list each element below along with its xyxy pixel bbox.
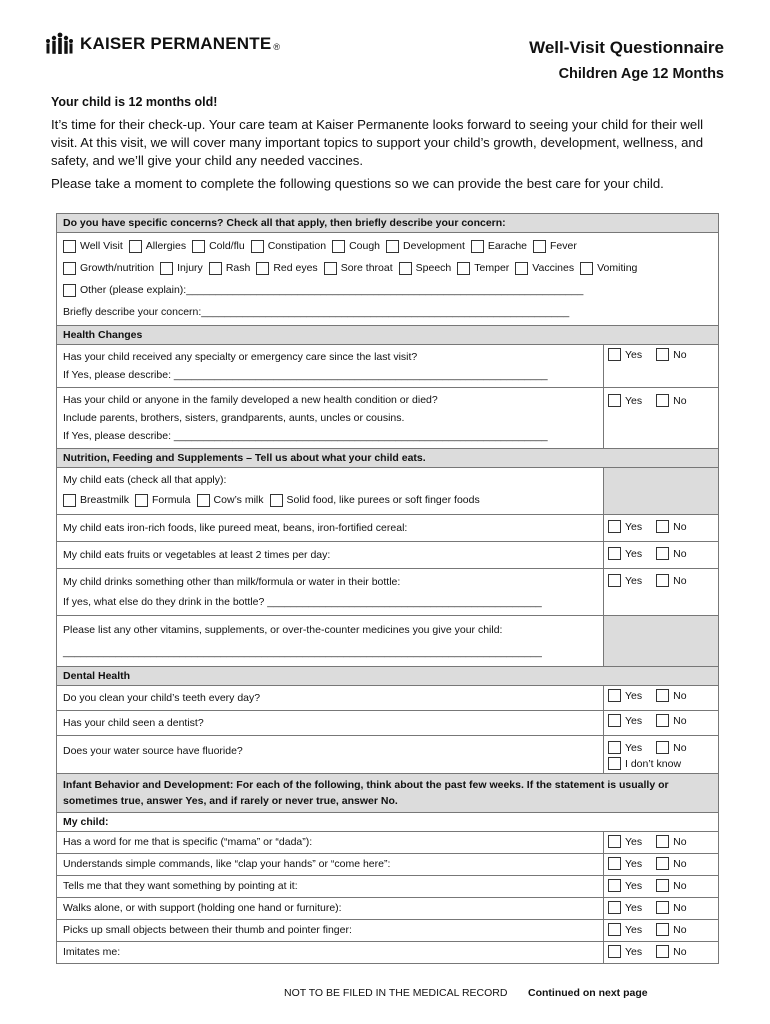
concern-row-1	[63, 235, 712, 257]
checkbox-label: Cow’s milk	[213, 494, 264, 506]
question-text: Tells me that they want something by pointing at it:	[63, 880, 298, 892]
checkbox-option	[608, 394, 642, 407]
checkbox-label: Cough	[349, 240, 381, 252]
checkbox-option	[386, 235, 465, 257]
checkbox-label: No	[673, 574, 687, 587]
checkbox-label: Rash	[225, 262, 251, 274]
yes-no-options	[608, 574, 714, 587]
checkbox-label: Yes	[625, 901, 643, 914]
concern-other-label: Other (please explain):____________________________________________________________________	[80, 284, 584, 296]
checkbox[interactable]	[129, 240, 142, 253]
kaiser-logo	[44, 32, 280, 56]
checkbox[interactable]	[135, 494, 148, 507]
questionnaire-form	[56, 213, 719, 964]
checkbox[interactable]	[580, 262, 593, 275]
checkbox-option	[608, 879, 642, 892]
concern-row-2	[63, 257, 712, 279]
checkbox[interactable]	[386, 240, 399, 253]
question-row	[57, 542, 718, 569]
checkbox-label: Solid food, like purees or soft finger foods	[286, 494, 480, 506]
yes-no-options	[608, 520, 714, 533]
checkbox[interactable]	[533, 240, 546, 253]
checkbox-label: Yes	[625, 835, 643, 848]
checkbox-option	[608, 857, 642, 870]
checkbox-option	[656, 741, 686, 754]
checkbox-option	[656, 923, 686, 936]
checkbox-option	[324, 257, 393, 279]
checkbox[interactable]	[471, 240, 484, 253]
checkbox-option	[515, 257, 574, 279]
checkbox[interactable]	[656, 714, 669, 727]
checkbox-option	[656, 857, 686, 870]
checkbox[interactable]	[608, 547, 621, 560]
checkbox-label: Yes	[625, 714, 643, 727]
intro-lead: Your child is 12 months old!	[51, 95, 218, 109]
checkbox[interactable]	[656, 689, 669, 702]
checkbox-option	[656, 901, 686, 914]
checkbox-label: Cold/flu	[209, 240, 245, 252]
checkbox-option	[63, 235, 123, 257]
checkbox-label: No	[673, 923, 687, 936]
yes-no-options	[608, 835, 714, 848]
my-child-label: My child:	[57, 813, 718, 832]
section-concerns: Do you have specific concerns? Check all that apply, then briefly describe your concern:	[57, 214, 718, 233]
checkbox-option	[135, 489, 191, 511]
section-dental: Dental Health	[57, 667, 718, 686]
concern-describe-line: Briefly describe your concern:_______________________________________________________________	[63, 306, 570, 318]
intro-paragraph-2: Please take a moment to complete the following questions so we can provide the best care for your child.	[51, 176, 664, 191]
checkbox[interactable]	[656, 879, 669, 892]
checkbox[interactable]	[608, 348, 621, 361]
checkbox-label: Red eyes	[273, 262, 318, 274]
question-text: Has your child or anyone in the family developed a new health condition or died?	[63, 394, 438, 406]
yes-no-options	[608, 923, 714, 936]
question-text: Walks alone, or with support (holding one hand or furniture):	[63, 902, 342, 914]
checkbox-option	[608, 835, 642, 848]
checkbox-option	[533, 235, 577, 257]
yes-no-options	[608, 348, 714, 361]
yes-no-options	[608, 547, 714, 560]
checkbox-option	[399, 257, 452, 279]
checkbox-label: Yes	[625, 945, 643, 958]
checkbox-label: Temper	[474, 262, 510, 274]
question-row	[57, 920, 718, 942]
checkbox-option	[197, 489, 264, 511]
checkbox[interactable]	[608, 714, 621, 727]
question-row	[57, 468, 718, 515]
checkbox[interactable]	[608, 923, 621, 936]
checkbox-label: No	[673, 714, 687, 727]
checkbox-label: Yes	[625, 520, 643, 533]
checkbox-option	[63, 257, 154, 279]
checkbox[interactable]	[608, 945, 621, 958]
question-row	[57, 345, 718, 388]
checkbox[interactable]	[160, 262, 173, 275]
checkbox-option	[251, 235, 326, 257]
question-text: Imitates me:	[63, 946, 121, 958]
checkbox[interactable]	[63, 240, 76, 253]
checkbox-option	[608, 741, 642, 754]
checkbox[interactable]	[656, 923, 669, 936]
checkbox-option	[608, 714, 642, 727]
checkbox-label: Well Visit	[80, 240, 123, 252]
checkbox[interactable]	[608, 689, 621, 702]
checkbox[interactable]	[608, 857, 621, 870]
concerns-block	[57, 233, 718, 326]
checkbox-label: Yes	[625, 574, 643, 587]
intro	[51, 93, 726, 198]
yes-no-options	[608, 741, 714, 754]
checkbox[interactable]	[656, 857, 669, 870]
checkbox-option	[608, 547, 642, 560]
page-title: Well-Visit Questionnaire	[529, 38, 724, 57]
question-text: Has your child seen a dentist?	[63, 717, 204, 729]
checkbox[interactable]	[256, 262, 269, 275]
checkbox-label: Speech	[415, 262, 452, 274]
checkbox[interactable]	[608, 520, 621, 533]
checkbox[interactable]	[656, 835, 669, 848]
checkbox-option	[656, 879, 686, 892]
checkbox-option	[608, 520, 642, 533]
question-text: Picks up small objects between their thumb and pointer finger:	[63, 924, 352, 936]
page-subtitle: Children Age 12 Months	[558, 66, 724, 82]
checkbox[interactable]	[656, 547, 669, 560]
yes-no-options	[608, 901, 714, 914]
checkbox-option	[332, 235, 380, 257]
checkbox-option	[656, 835, 686, 848]
describe-line: If yes, what else do they drink in the bottle? _______________________________________________	[63, 596, 542, 608]
checkbox-option	[63, 489, 129, 511]
checkbox[interactable]	[656, 394, 669, 407]
checkbox[interactable]	[608, 394, 621, 407]
checkbox-option	[209, 257, 251, 279]
checkbox-label: Development	[403, 240, 465, 252]
footer-continued: Continued on next page	[528, 987, 648, 999]
checkbox-label: Vaccines	[532, 262, 575, 274]
checkbox-option	[471, 235, 527, 257]
checkbox[interactable]	[515, 262, 528, 275]
section-behavior: Infant Behavior and Development: For each of the following, think about the past few weeks. If the statement is usually or sometimes true, answer Yes, and if rarely or never true, answer No.	[57, 774, 718, 813]
checkbox[interactable]	[608, 879, 621, 892]
checkbox-label: Constipation	[267, 240, 327, 252]
question-row	[57, 832, 718, 854]
checkbox-label: No	[673, 741, 687, 754]
question-note: Include parents, brothers, sisters, grandparents, aunts, uncles or cousins.	[63, 412, 405, 424]
checkbox[interactable]	[656, 741, 669, 754]
checkbox-label: Yes	[625, 857, 643, 870]
checkbox-label: Yes	[625, 547, 643, 560]
question-row	[57, 711, 718, 736]
checkbox-label: No	[673, 945, 687, 958]
yes-no-options	[608, 857, 714, 870]
checkbox[interactable]	[608, 757, 621, 770]
checkbox[interactable]	[197, 494, 210, 507]
yes-no-options	[608, 879, 714, 892]
question-text: Do you clean your child’s teeth every day?	[63, 692, 261, 704]
logo-registered: ®	[273, 42, 281, 52]
checkbox-option	[656, 348, 686, 361]
checkbox-option	[608, 348, 642, 361]
checkbox[interactable]	[656, 574, 669, 587]
describe-line: If Yes, please describe: ________________________________________________________________	[63, 430, 548, 442]
checkbox-label: Growth/nutrition	[80, 262, 155, 274]
checkbox[interactable]	[192, 240, 205, 253]
checkbox-label: Yes	[625, 394, 643, 407]
checkbox-option	[608, 574, 642, 587]
checkbox[interactable]	[251, 240, 264, 253]
section-nutrition: Nutrition, Feeding and Supplements – Tell us about what your child eats.	[57, 449, 718, 468]
question-text: Understands simple commands, like “clap your hands” or “come here”:	[63, 858, 391, 870]
checkbox-label: No	[673, 689, 687, 702]
question-text: My child drinks something other than milk/formula or water in their bottle:	[63, 576, 401, 588]
checkbox-label: Fever	[550, 240, 577, 252]
checkbox-option	[656, 547, 686, 560]
checkbox-label: No	[673, 901, 687, 914]
yes-no-options	[608, 714, 714, 727]
describe-line: If Yes, please describe: ________________________________________________________________	[63, 369, 548, 381]
checkbox-label: Yes	[625, 923, 643, 936]
checkbox-label: Yes	[625, 741, 643, 754]
footer-notice: NOT TO BE FILED IN THE MEDICAL RECORD	[284, 987, 508, 999]
question-row	[57, 876, 718, 898]
checkbox-option	[656, 689, 686, 702]
checkbox-label: Sore throat	[340, 262, 393, 274]
checkbox-option	[160, 257, 203, 279]
checkbox[interactable]	[399, 262, 412, 275]
shaded-cell	[603, 468, 718, 514]
question-row	[57, 898, 718, 920]
checkbox-option	[192, 235, 245, 257]
question-text: My child eats fruits or vegetables at least 2 times per day:	[63, 549, 331, 561]
checkbox-option	[656, 714, 686, 727]
checkbox-label: No	[673, 835, 687, 848]
checkbox-option	[656, 394, 686, 407]
checkbox-option	[656, 574, 686, 587]
intro-paragraph-1: It’s time for their check-up. Your care team at Kaiser Permanente looks forward to seeing your child for their well visit. At this visit, we will cover many important topics to support your child’s growth, development, wellness, and safety, and we’ll give your child any needed vaccines.	[51, 117, 704, 168]
checkbox[interactable]	[656, 348, 669, 361]
question-text: My child eats iron-rich foods, like pureed meat, beans, iron-fortified cereal:	[63, 522, 408, 534]
checkbox[interactable]	[608, 901, 621, 914]
question-row	[57, 388, 718, 449]
yes-no-options	[608, 945, 714, 958]
checkbox-label: No	[673, 547, 687, 560]
question-row	[57, 736, 718, 774]
checkbox-option	[457, 257, 509, 279]
checkbox-label: Injury	[177, 262, 203, 274]
kaiser-people-icon	[44, 32, 74, 56]
concern-other-line	[63, 279, 712, 301]
behavior-rows	[57, 832, 718, 963]
checkbox[interactable]	[332, 240, 345, 253]
food-options	[63, 489, 597, 511]
checkbox-label: No	[673, 348, 687, 361]
checkbox[interactable]	[457, 262, 470, 275]
section-health-changes: Health Changes	[57, 326, 718, 345]
checkbox[interactable]	[608, 835, 621, 848]
checkbox-option	[270, 489, 480, 511]
checkbox-label: Allergies	[145, 240, 187, 252]
checkbox-option	[608, 689, 642, 702]
checkbox-label: Yes	[625, 689, 643, 702]
question-text: Has your child received any specialty or emergency care since the last visit?	[63, 351, 418, 363]
checkbox-label: Yes	[625, 879, 643, 892]
question-row	[57, 942, 718, 963]
question-row	[57, 569, 718, 616]
checkbox-label: Formula	[152, 494, 191, 506]
checkbox-option	[656, 520, 686, 533]
checkbox[interactable]	[63, 494, 76, 507]
checkbox-label: Yes	[625, 348, 643, 361]
checkbox-option	[656, 945, 686, 958]
checkbox[interactable]	[209, 262, 222, 275]
logo-text: KAISER PERMANENTE	[80, 34, 272, 53]
checkbox-label: Breastmilk	[80, 494, 130, 506]
question-row	[57, 686, 718, 711]
checkbox-label: No	[673, 857, 687, 870]
question-text: Has a word for me that is specific (“mama” or “dada”):	[63, 836, 313, 848]
checkbox[interactable]	[63, 262, 76, 275]
checkbox[interactable]	[656, 945, 669, 958]
yes-no-options	[608, 394, 714, 407]
question-text: Please list any other vitamins, supplements, or over-the-counter medicines you give your child:	[63, 624, 503, 636]
checkbox[interactable]	[324, 262, 337, 275]
checkbox-option	[256, 257, 317, 279]
checkbox-option	[580, 257, 637, 279]
checkbox-option	[608, 923, 642, 936]
dont-know-label: I don’t know	[625, 757, 682, 770]
checkbox[interactable]	[608, 574, 621, 587]
question-row	[57, 616, 718, 667]
checkbox-label: Vomiting	[597, 262, 638, 274]
checkbox-option	[608, 901, 642, 914]
checkbox-label: No	[673, 520, 687, 533]
question-row	[57, 854, 718, 876]
checkbox[interactable]	[63, 284, 76, 297]
checkbox[interactable]	[270, 494, 283, 507]
shaded-cell	[603, 616, 718, 666]
checkbox-label: Earache	[487, 240, 527, 252]
checkbox[interactable]	[656, 520, 669, 533]
checkbox[interactable]	[656, 901, 669, 914]
checkbox-label: No	[673, 394, 687, 407]
question-text: Does your water source have fluoride?	[63, 745, 243, 757]
checkbox-option	[129, 235, 186, 257]
question-row	[57, 515, 718, 542]
describe-line: __________________________________________________________________________________	[63, 646, 542, 658]
question-text: My child eats (check all that apply):	[63, 474, 227, 486]
yes-no-options	[608, 689, 714, 702]
checkbox-label: No	[673, 879, 687, 892]
checkbox-option	[608, 945, 642, 958]
checkbox[interactable]	[608, 741, 621, 754]
